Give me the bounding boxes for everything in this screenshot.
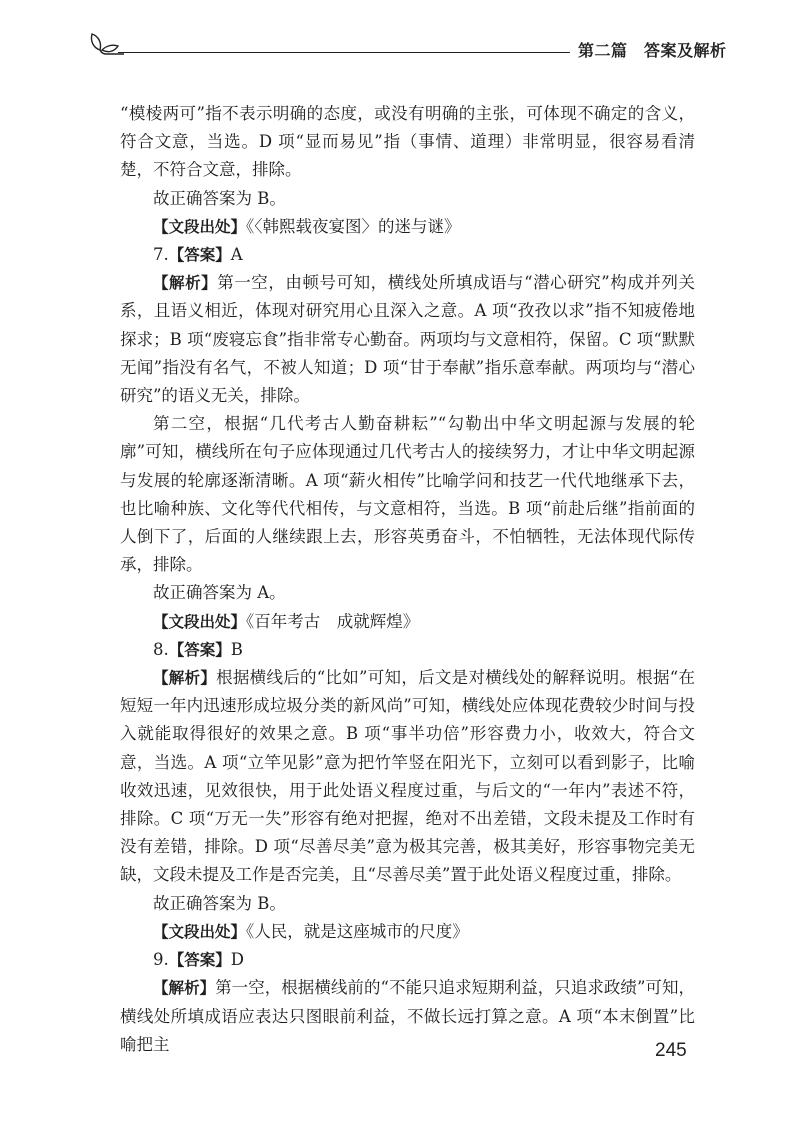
section-tag: 【答案】 bbox=[168, 246, 231, 265]
paragraph-text: 根据横线后的“比如”可知，后文是对横线处的解释说明。根据“在短短一年内迅速形成垃圾分类的新风尚”可知，横线处应体现花费较少时间与投入就能取得很好的效果之意。B 项“事半功倍”形容费力小，收效大，符合文意，当选。A 项“立竿见影”意为把竹竿竖在阳光下，立刻可以看到影子，比喻收效迅速，见效很快，用于此处语义程度过重，与后文的“一年内”表述不符，排除。C 项“万无一失”形容有绝对把握，绝对不出差错，文段未提及工作时有没有差错，排除。D 项“尽善尽美”意为极其完善，极其美好，形容事物完美无缺，文段未提及工作是否完美，且“尽善尽美”置于此处语义程度过重，排除。 bbox=[120, 668, 695, 885]
section-tag: 【文段出处】 bbox=[153, 922, 247, 941]
tagged-paragraph bbox=[120, 636, 695, 664]
tagged-paragraph bbox=[120, 946, 695, 974]
paragraph bbox=[120, 579, 695, 607]
tagged-paragraph bbox=[120, 241, 695, 269]
paragraph-text: 故正确答案为 B。 bbox=[153, 893, 286, 913]
paragraph-text: 《人民，就是这座城市的尺度》 bbox=[246, 921, 469, 941]
header-rule bbox=[118, 52, 570, 53]
paragraph-text: A bbox=[230, 245, 243, 265]
paragraph-text: “模棱两可”指不表示明确的态度，或没有明确的主张，可体现不确定的含义，符合文意，当选。D 项“显而易见”指（事情、道理）非常明显，很容易看清楚，不符合文意，排除。 bbox=[120, 104, 695, 180]
page-body bbox=[120, 100, 695, 1059]
paragraph-text: 故正确答案为 A。 bbox=[153, 583, 286, 603]
page-header bbox=[0, 0, 800, 80]
tagged-paragraph bbox=[120, 974, 695, 1059]
section-tag: 【答案】 bbox=[168, 951, 231, 970]
paragraph-text: 《〈韩熙载夜宴图〉的迷与谜》 bbox=[246, 216, 461, 236]
paragraph bbox=[120, 185, 695, 213]
section-title: 第二篇 答案及解析 bbox=[578, 41, 727, 60]
leaf-sprout-icon bbox=[86, 28, 126, 58]
paragraph-text: B bbox=[230, 639, 243, 659]
tagged-paragraph bbox=[120, 213, 695, 241]
paragraph-text: 《百年考古 成就辉煌》 bbox=[246, 611, 420, 631]
tagged-paragraph bbox=[120, 664, 695, 890]
section-tag: 【解析】 bbox=[153, 669, 217, 688]
section-tag: 【文段出处】 bbox=[153, 612, 247, 631]
paragraph-text: 第二空，根据“几代考古人勤奋耕耘”“勾勒出中华文明起源与发展的轮廓”可知，横线所在句子应体现通过几代考古人的接续努力，才让中华文明起源与发展的轮廓逐渐清晰。A 项“薪火相传”比喻学问和技艺一代代地继承下去，也比喻种族、文化等代代相传，与文意相符，当选。B 项“前赴后继”指前面的人倒下了，后面的人继续跟上去，形容英勇奋斗，不怕牺牲，无法体现代际传承，排除。 bbox=[120, 414, 695, 575]
question-number: 8. bbox=[153, 639, 169, 659]
paragraph-text: 第一空，根据横线前的“不能只追求短期利益，只追求政绩”可知，横线处所填成语应表达只图眼前利益，不做长远打算之意。A 项“本末倒置”比喻把主 bbox=[120, 978, 695, 1054]
tagged-paragraph bbox=[120, 269, 695, 410]
paragraph-text: D bbox=[230, 950, 244, 970]
section-tag: 【答案】 bbox=[168, 640, 231, 659]
question-number: 7. bbox=[153, 245, 169, 265]
tagged-paragraph bbox=[120, 608, 695, 636]
paragraph bbox=[120, 410, 695, 579]
question-number: 9. bbox=[153, 950, 169, 970]
paragraph-text: 故正确答案为 B。 bbox=[153, 188, 286, 208]
paragraph bbox=[120, 100, 695, 185]
tagged-paragraph bbox=[120, 918, 695, 946]
page-number: 245 bbox=[655, 1040, 687, 1061]
section-tag: 【文段出处】 bbox=[153, 217, 247, 236]
section-tag: 【解析】 bbox=[153, 979, 216, 998]
section-tag: 【解析】 bbox=[153, 274, 218, 293]
paragraph bbox=[120, 890, 695, 918]
paragraph-text: 第一空，由顿号可知，横线处所填成语与“潜心研究”构成并列关系，且语义相近，体现对研究用心且深入之意。A 项“孜孜以求”指不知疲倦地探求；B 项“废寝忘食”指非常专心勤奋。两项均与文意相符，保留。C 项“默默无闻”指没有名气，不被人知道；D 项“甘于奉献”指乐意奉献。两项均与“潜心研究”的语义无关，排除。 bbox=[120, 273, 695, 406]
